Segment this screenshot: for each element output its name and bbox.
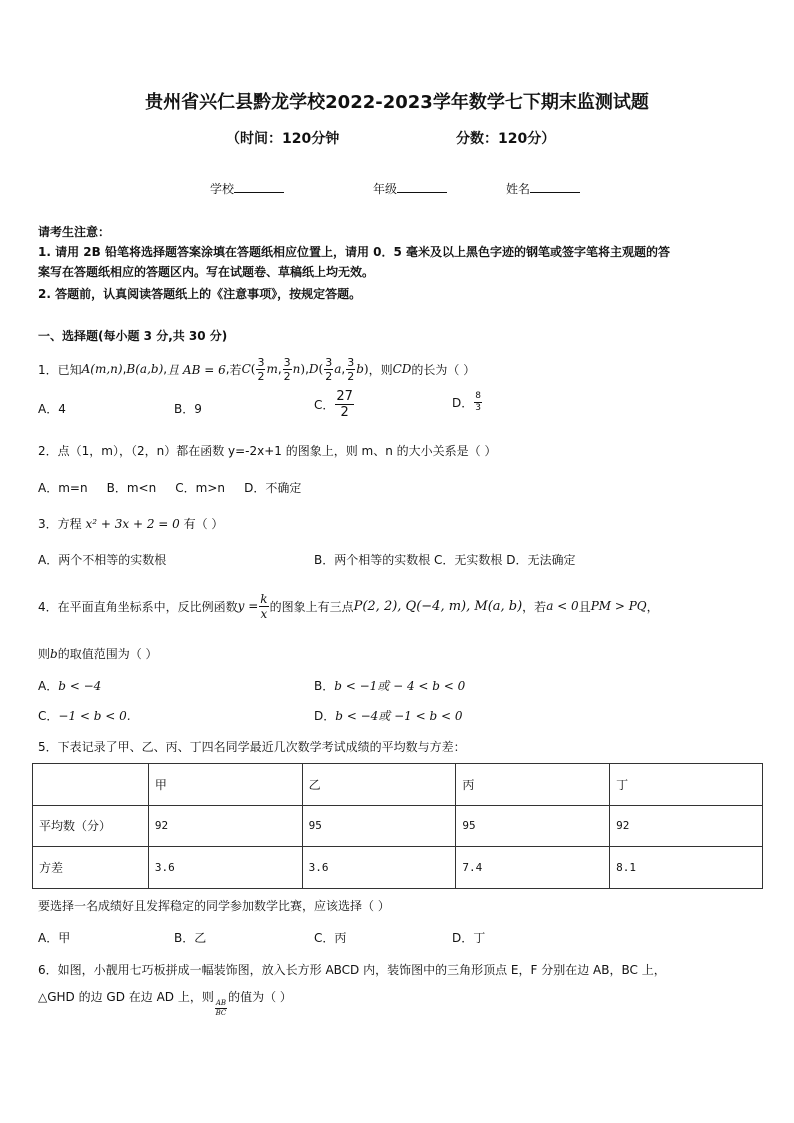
q1-option-c-frac: $\frac{27}{2}$ bbox=[336, 389, 353, 420]
q5-option-b: B．乙 bbox=[174, 931, 207, 945]
notice-heading: 请考生注意： bbox=[38, 225, 111, 239]
question-5: 5．下表记录了甲、乙、丙、丁四名同学最近几次数学考试成绩的平均数与方差： bbox=[38, 740, 466, 754]
q1-cd: CD bbox=[392, 362, 412, 376]
q3-option-a: A．两个不相等的实数根 bbox=[38, 553, 167, 567]
exam-time: （时间：120分钟 bbox=[226, 131, 340, 147]
table-cell: 平均数（分） bbox=[33, 805, 149, 847]
q1-option-c: C． $\frac{27}{2}$ bbox=[314, 389, 353, 420]
q1-point-c: C bbox=[241, 362, 251, 376]
q1-option-a: A．4 bbox=[38, 402, 66, 416]
q1-point-b: B(a,b) bbox=[126, 362, 164, 376]
table-cell: 7.4 bbox=[456, 847, 610, 889]
name-field bbox=[506, 180, 580, 197]
table-cell: 丙 bbox=[456, 764, 610, 806]
notice-item1-line2: 案写在答题纸相应的答题区内。写在试题卷、草稿纸上均无效。 bbox=[38, 265, 375, 279]
question-4: 4．在平面直角坐标系中，反比例函数 y = $\frac{k}{x}$ 的图象上有三点 P(2, 2), Q(−4, m), M(a, b) ，若 a < 0 且 PM > PQ ， bbox=[38, 591, 659, 621]
table-cell: 95 bbox=[302, 805, 456, 847]
table-cell: 乙 bbox=[302, 764, 456, 806]
q6-frac: $\frac{AB}{BC}$ bbox=[215, 999, 227, 1017]
section-heading: 一、选择题(每小题 3 分,共 30 分) bbox=[38, 329, 228, 343]
q1-option-d-frac: $\frac{8}{3}$ bbox=[475, 391, 481, 413]
q4-option-d: D．b < −4或 −1 < b < 0 bbox=[314, 709, 463, 723]
q1-option-b: B．9 bbox=[174, 402, 202, 416]
table-cell: 3.6 bbox=[148, 847, 302, 889]
q1-frac-3: $\frac{3}{2}$ bbox=[325, 355, 333, 383]
school-blank bbox=[234, 180, 284, 193]
grade-label: 年级 bbox=[373, 182, 398, 196]
q1-if: 若 bbox=[229, 362, 242, 377]
q1-option-d: D． $\frac{8}{3}$ bbox=[452, 391, 481, 413]
q3-option-b: B．两个相等的实数根 C．无实数根 D．无法确定 bbox=[314, 553, 576, 567]
grade-field bbox=[373, 180, 447, 197]
name-blank bbox=[530, 180, 580, 193]
table-cell: 92 bbox=[148, 805, 302, 847]
q4-line2: 则b的取值范围为（ ） bbox=[38, 647, 158, 661]
table-row bbox=[33, 805, 763, 847]
q4-frac: $\frac{k}{x}$ bbox=[260, 591, 268, 621]
school-field bbox=[210, 180, 284, 197]
q5-option-c: C．丙 bbox=[314, 931, 347, 945]
q5-option-a: A．甲 bbox=[38, 931, 71, 945]
school-label: 学校 bbox=[210, 182, 235, 196]
q4-option-b: B．b < −1或 − 4 < b < 0 bbox=[314, 679, 466, 693]
q1-point-a: A(m,n) bbox=[81, 362, 123, 376]
q4-option-a: A．b < −4 bbox=[38, 679, 102, 693]
q1-frac-4: $\frac{3}{2}$ bbox=[347, 355, 355, 383]
q3-equation: x² + 3x + 2 = 0 bbox=[85, 517, 180, 531]
scores-table bbox=[32, 763, 763, 889]
name-label: 姓名 bbox=[506, 182, 531, 196]
table-row bbox=[33, 847, 763, 889]
q1-frac-1: $\frac{3}{2}$ bbox=[257, 355, 265, 383]
question-6: 6．如图，小靓用七巧板拼成一幅装饰图，放入长方形 ABCD 内，装饰图中的三角形顶点 E，F 分别在边 AB，BC 上， bbox=[38, 963, 666, 977]
page-title: 贵州省兴仁县黔龙学校2022-2023学年数学七下期末监测试题 bbox=[145, 92, 649, 113]
q5-option-d: D．丁 bbox=[452, 931, 486, 945]
q1-condition: 且 AB = 6 bbox=[167, 362, 226, 377]
q4-points: P(2, 2), Q(−4, m), M(a, b) bbox=[353, 598, 523, 614]
q1-point-d: D bbox=[308, 362, 319, 376]
table-cell bbox=[33, 764, 149, 806]
table-cell: 3.6 bbox=[302, 847, 456, 889]
table-header-row bbox=[33, 764, 763, 806]
question-1: 1．已知 A(m,n) , B(a,b) , 且 AB = 6 , 若 C ( $\frac{3}{2}$ m , $\frac{3}{2}$ n ) , D ( $\frac{3}{2}$ a , $\frac{3}{2}$ b ) ，则 CD 的长为（ ） bbox=[38, 355, 476, 383]
q6-line2: △GHD 的边 GD 在边 AD 上，则 $\frac{AB}{BC}$ 的值为（ ） bbox=[38, 990, 292, 1017]
table-cell: 8.1 bbox=[610, 847, 763, 889]
table-cell: 方差 bbox=[33, 847, 149, 889]
table-cell: 丁 bbox=[610, 764, 763, 806]
notice-item1-line1: 1. 请用 2B 铅笔将选择题答案涂填在答题纸相应位置上，请用 0．5 毫米及以上黑色字迹的钢笔或签字笔将主观题的答 bbox=[38, 245, 670, 259]
table-cell: 95 bbox=[456, 805, 610, 847]
notice-item2: 2. 答题前，认真阅读答题纸上的《注意事项》，按规定答题。 bbox=[38, 287, 362, 301]
exam-score: 分数：120分） bbox=[456, 131, 556, 147]
q2-options: A．m=n B．m<n C．m>n D．不确定 bbox=[38, 481, 302, 495]
question-3: 3．方程 x² + 3x + 2 = 0 有（ ） bbox=[38, 517, 224, 531]
grade-blank bbox=[397, 180, 447, 193]
q1-prefix: 1．已知 bbox=[38, 362, 82, 377]
table-cell: 甲 bbox=[148, 764, 302, 806]
question-2: 2．点（1，m），（2，n）都在函数 y=-2x+1 的图象上，则 m、n 的大小关系是（ ） bbox=[38, 444, 497, 458]
q5-question: 要选择一名成绩好且发挥稳定的同学参加数学比赛，应该选择（ ） bbox=[38, 899, 390, 913]
q1-frac-2: $\frac{3}{2}$ bbox=[283, 355, 291, 383]
table-cell: 92 bbox=[610, 805, 763, 847]
q4-option-c: C．−1 < b < 0. bbox=[38, 709, 131, 723]
